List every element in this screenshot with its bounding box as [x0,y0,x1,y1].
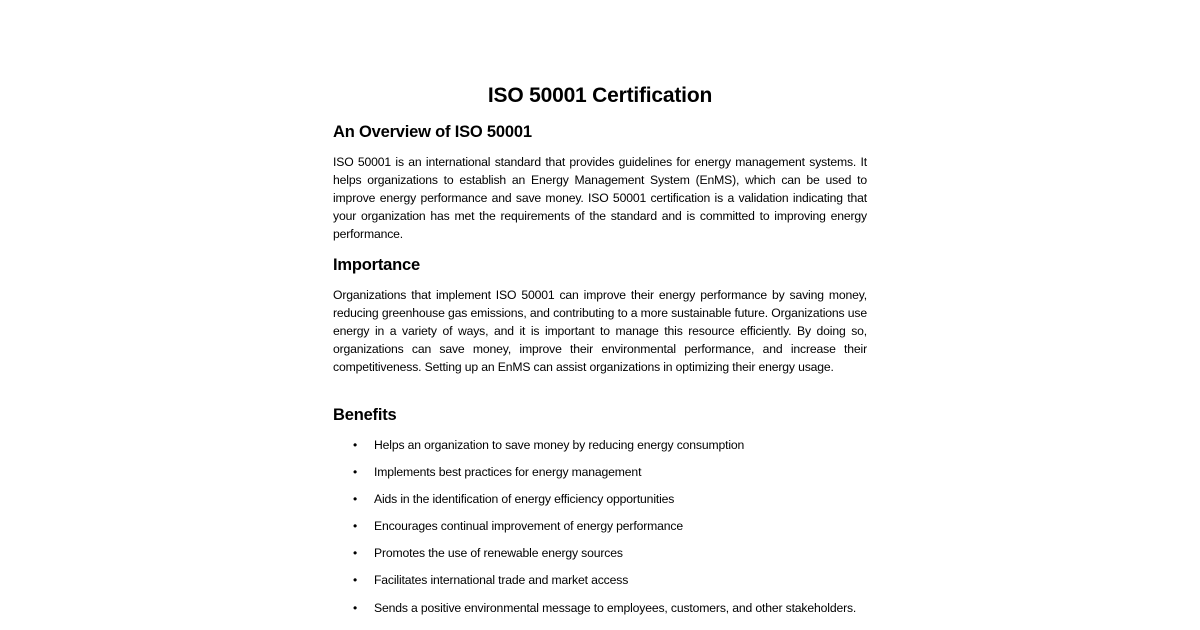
bullet-icon: • [353,465,358,480]
list-item [333,517,867,535]
section-heading-importance: Importance [333,256,420,274]
section-heading-benefits: Benefits [333,406,397,424]
list-item-text: Promotes the use of renewable energy sources [374,546,623,561]
overview-paragraph: ISO 50001 is an international standard that provides guidelines for energy management systems. It helps organizations to establish an Energy Management System (EnMS), which can be used to improve energy performance and save money. ISO 50001 certification is a validation indicating that your organization has met the requirements of the standard and is committed to improving energy performance. [333,155,867,242]
list-item [333,436,867,454]
list-item [333,544,867,562]
bullet-icon: • [353,546,358,561]
list-item-text: Sends a positive environmental message to employees, customers, and other stakeholders. [374,600,857,615]
list-item-text: Encourages continual improvement of energy performance [374,519,683,534]
list-item-text: Aids in the identification of energy efficiency opportunities [374,492,675,507]
list-item [333,463,867,481]
list-item-text: Implements best practices for energy management [374,465,642,480]
list-item-text: Facilitates international trade and market access [374,573,629,588]
bullet-icon: • [353,519,358,534]
list-item [333,599,867,617]
list-item [333,571,867,589]
list-item-text: Helps an organization to save money by reducing energy consumption [374,438,745,452]
document-title: ISO 50001 Certification [487,84,713,107]
importance-paragraph: Organizations that implement ISO 50001 can improve their energy performance by saving money, reducing greenhouse gas emissions, and contributing to a more sustainable future. Organizations use energy in a variety of ways, and it is important to manage this resource efficiently. By doing so, organizations can save money, improve their environmental performance, and increase their competitiveness. Setting up an EnMS can assist organizations in optimizing their energy usage. [333,288,867,375]
bullet-icon: • [353,600,358,615]
section-heading-overview: An Overview of ISO 50001 [333,123,532,141]
benefits-list [333,436,867,626]
bullet-icon: • [353,492,358,507]
list-item [333,490,867,508]
bullet-icon: • [353,438,358,452]
bullet-icon: • [353,573,358,588]
